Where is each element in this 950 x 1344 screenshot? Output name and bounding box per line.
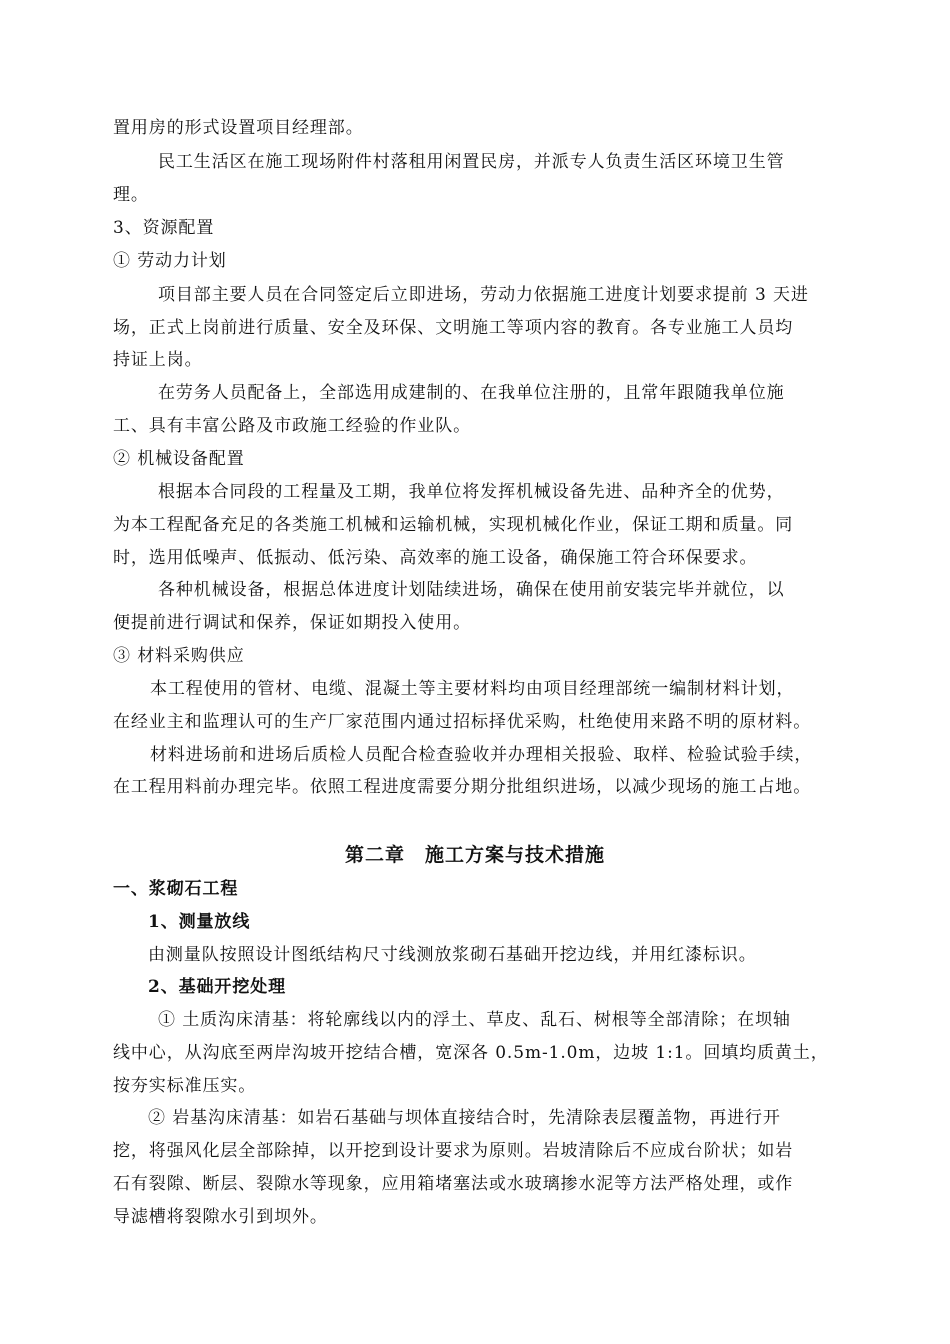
paragraph-line: 由测量队按照设计图纸结构尺寸线测放浆砌石基础开挖边线，并用红漆标识。 xyxy=(148,945,757,965)
paragraph-line: 挖，将强风化层全部除掉，以开挖到设计要求为原则。岩坡清除后不应成台阶状；如岩 xyxy=(113,1141,794,1161)
paragraph-line: 石有裂隙、断层、裂隙水等现象，应用箱堵塞法或水玻璃掺水泥等方法严格处理，或作 xyxy=(113,1174,794,1194)
paragraph-line: 在工程用料前办理完毕。依照工程进度需要分期分批组织进场，以减少现场的施工占地。 xyxy=(113,777,812,797)
subsection-heading: ③ 材料采购供应 xyxy=(113,646,245,666)
paragraph-line: 根据本合同段的工程量及工期，我单位将发挥机械设备先进、品种齐全的优势， xyxy=(158,482,785,502)
section-heading: 一、浆砌石工程 xyxy=(113,879,239,899)
paragraph-line: 在劳务人员配备上，全部选用成建制的、在我单位注册的，且常年跟随我单位施 xyxy=(158,383,785,403)
chapter-title: 第二章 施工方案与技术措施 xyxy=(344,844,605,866)
subsection-heading: ② 机械设备配置 xyxy=(113,449,245,469)
paragraph-line: 项目部主要人员在合同签定后立即进场，劳动力依据施工进度计划要求提前 3 天进 xyxy=(158,285,809,305)
paragraph-line: ② 岩基沟床清基：如岩石基础与坝体直接结合时，先清除表层覆盖物，再进行开 xyxy=(148,1108,781,1128)
section-heading: 3、资源配置 xyxy=(113,218,215,238)
paragraph-line: 理。 xyxy=(113,185,149,205)
paragraph-line: 导滤槽将裂隙水引到坝外。 xyxy=(113,1207,328,1227)
paragraph-line: 便提前进行调试和保养，保证如期投入使用。 xyxy=(113,613,471,633)
paragraph-line: 在经业主和监理认可的生产厂家范围内通过招标择优采购，杜绝使用来路不明的原材料。 xyxy=(113,712,812,732)
paragraph-line: 线中心，从沟底至两岸沟坡开挖结合槽，宽深各 0.5m-1.0m，边坡 1:1。回填均质黄土， xyxy=(113,1043,829,1063)
subsection-heading: ① 劳动力计划 xyxy=(113,251,227,271)
paragraph-line: 各种机械设备，根据总体进度计划陆续进场，确保在使用前安装完毕并就位，以 xyxy=(158,580,785,600)
paragraph-line: 按夯实标准压实。 xyxy=(113,1076,257,1096)
paragraph-line: 时，选用低噪声、低振动、低污染、高效率的施工设备，确保施工符合环保要求。 xyxy=(113,548,758,568)
paragraph-line: 为本工程配备充足的各类施工机械和运输机械，实现机械化作业，保证工期和质量。同 xyxy=(113,515,794,535)
paragraph-line: 场，正式上岗前进行质量、安全及环保、文明施工等项内容的教育。各专业施工人员均 xyxy=(113,318,794,338)
paragraph-line: ① 土质沟床清基：将轮廓线以内的浮土、草皮、乱石、树根等全部清除；在坝轴 xyxy=(158,1010,791,1030)
subsection-heading: 1、测量放线 xyxy=(148,912,251,932)
paragraph-line: 持证上岗。 xyxy=(113,350,203,370)
paragraph-line: 工、具有丰富公路及市政施工经验的作业队。 xyxy=(113,416,471,436)
subsection-heading: 2、基础开挖处理 xyxy=(148,977,287,997)
paragraph-line: 民工生活区在施工现场附件村落租用闲置民房，并派专人负责生活区环境卫生管 xyxy=(158,152,785,172)
paragraph-line: 材料进场前和进场后质检人员配合检查验收并办理相关报验、取样、检验试验手续， xyxy=(150,745,813,765)
paragraph-line: 本工程使用的管材、电缆、混凝土等主要材料均由项目经理部统一编制材料计划， xyxy=(150,679,795,699)
paragraph-line: 置用房的形式设置项目经理部。 xyxy=(113,118,364,138)
